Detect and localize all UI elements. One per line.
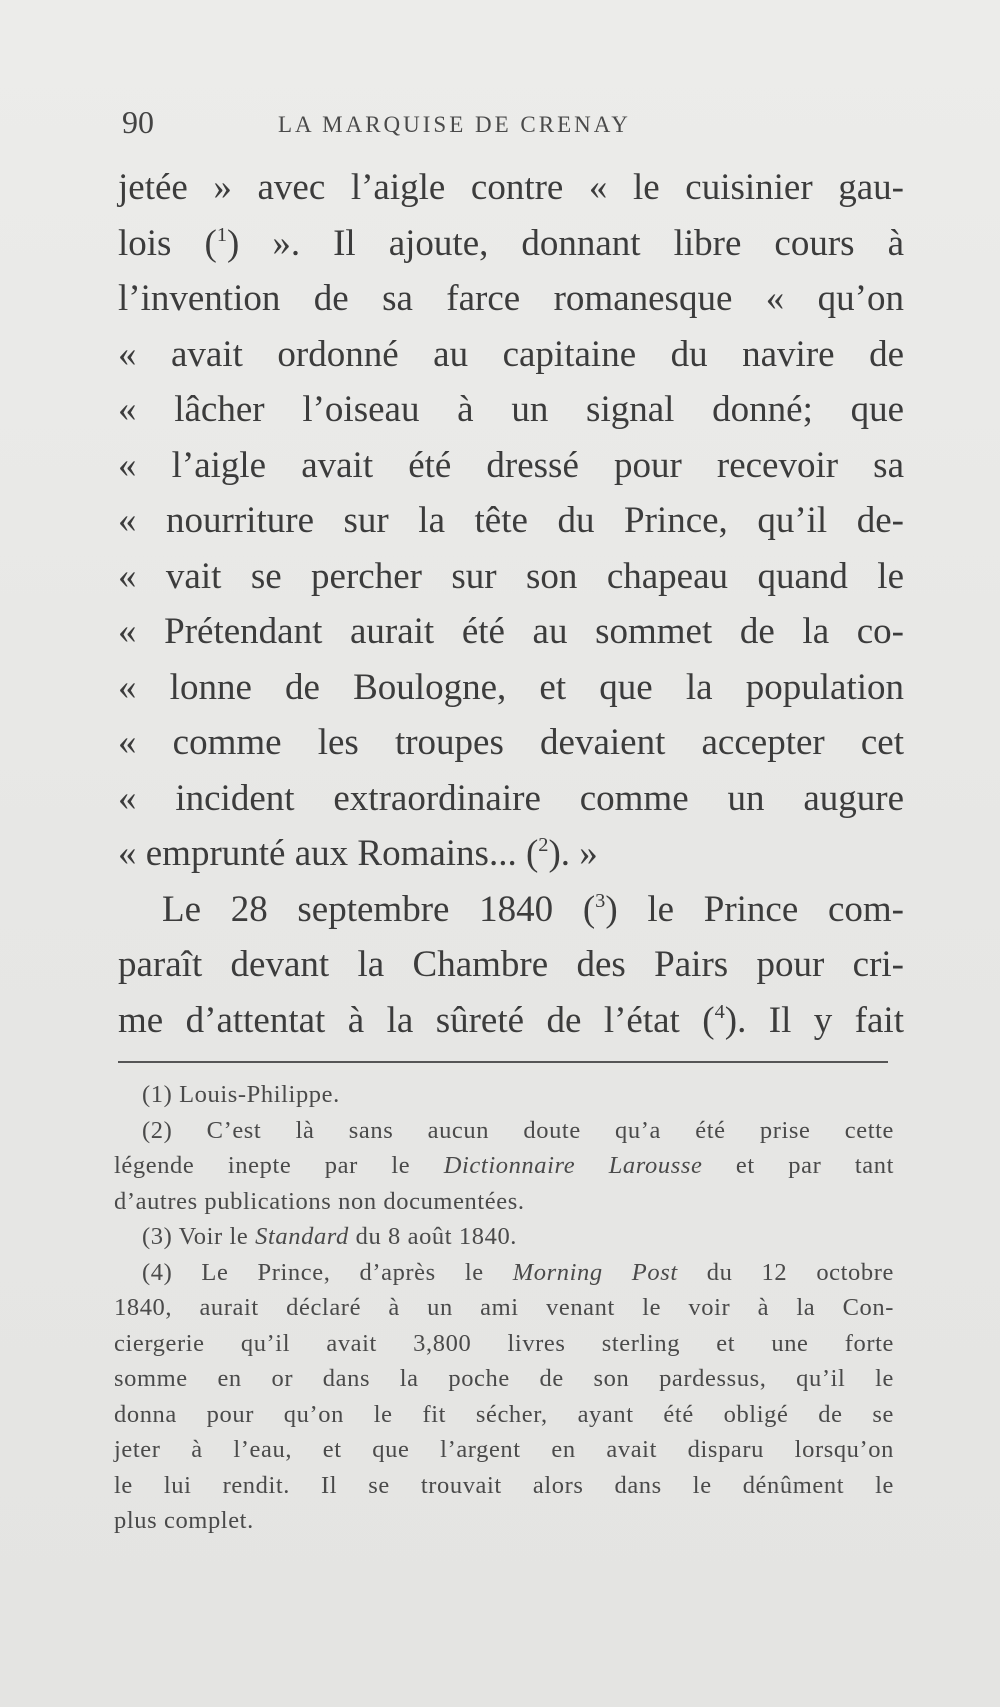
footnote-4-line: 1840, aurait déclaré à un ami venant le voir à la Con- [114,1294,894,1321]
text-line: paraît devant la Chambre des Pairs pour cri- [118,944,904,985]
text-line: l’invention de sa farce romanesque « qu’on [118,278,904,319]
text-line: jetée » avec l’aigle contre « le cuisinier gau- [118,167,904,208]
footnote-4-line: plus complet. [114,1507,254,1534]
italic-title: Morning Post [512,1258,678,1286]
text-span: légende inepte par le [114,1152,444,1179]
text-line: « avait ordonné au capitaine du navire de [118,333,904,375]
page-number: 90 [122,104,154,140]
running-title: LA MARQUISE DE CRENAY [278,112,631,137]
text-span: Le 28 septembre 1840 ( [162,888,596,930]
footnote-1: (1) Louis-Philippe. [142,1081,340,1108]
text-line: « Prétendant aurait été au sommet de la co- [118,611,904,652]
footnote-2-line [114,1148,894,1184]
footnotes [114,1077,894,1539]
text-span: lois ( [118,222,217,264]
text-span: (4) Le Prince, d’après le [142,1258,513,1286]
text-span: « emprunté aux Romains... ( [118,833,539,874]
text-span: ). Il y fait [724,999,904,1041]
text-span: ) le Prince com- [605,888,904,930]
text-line: « nourriture sur la tête du Prince, qu’il de- [118,500,904,541]
footnote-divider [118,1061,888,1063]
footnote-ref-4: 4 [714,1000,725,1023]
text-span: me d’attentat à la sûreté de l’état ( [118,999,715,1041]
text-line [118,993,904,1049]
footnote-4-line: jeter à l’eau, et que l’argent en avait disparu lorsqu’on [114,1436,894,1463]
text-line: « l’aigle avait été dressé pour recevoir sa [118,444,904,486]
text-span: et par tant [702,1152,894,1179]
footnote-3 [114,1219,894,1255]
footnote-ref-2: 2 [538,833,549,856]
text-span: du 8 août 1840. [348,1223,518,1250]
footnote-4-line [114,1255,894,1291]
text-line [118,216,904,272]
footnote-4-line: ciergerie qu’il avait 3,800 livres sterling et une forte [114,1329,894,1357]
footnote-ref-3: 3 [595,889,606,912]
text-line [118,882,904,938]
text-line [118,826,904,882]
text-span: ) ». Il ajoute, donnant libre cours à [226,222,905,264]
footnote-2-line: (2) C’est là sans aucun doute qu’a été prise cette [142,1116,894,1144]
text-line: « vait se percher sur son chapeau quand le [118,555,904,597]
footnote-2-line: d’autres publications non documentées. [114,1187,525,1215]
footnote-ref-1: 1 [216,223,227,246]
footnote-4-line: le lui rendit. Il se trouvait alors dans le dénûment le [114,1471,894,1499]
text-line: « lâcher l’oiseau à un signal donné; que [118,389,904,430]
text-line: « comme les troupes devaient accepter cet [118,722,904,763]
text-line: « incident extraordinaire comme un augure [118,777,904,819]
text-span: (3) Voir le [142,1223,256,1250]
text-span: ). » [548,833,598,874]
footnote-4-line: donna pour qu’on le fit sécher, ayant été obligé de se [114,1400,894,1428]
text-line: « lonne de Boulogne, et que la population [118,666,904,708]
italic-title: Dictionnaire Larousse [443,1152,703,1179]
text-span: du 12 octobre [677,1258,894,1286]
italic-title: Standard [255,1223,349,1250]
running-head [118,104,908,144]
footnote-4-line: somme en or dans la poche de son pardessus, qu’il le [114,1365,894,1392]
main-text [118,160,904,1048]
